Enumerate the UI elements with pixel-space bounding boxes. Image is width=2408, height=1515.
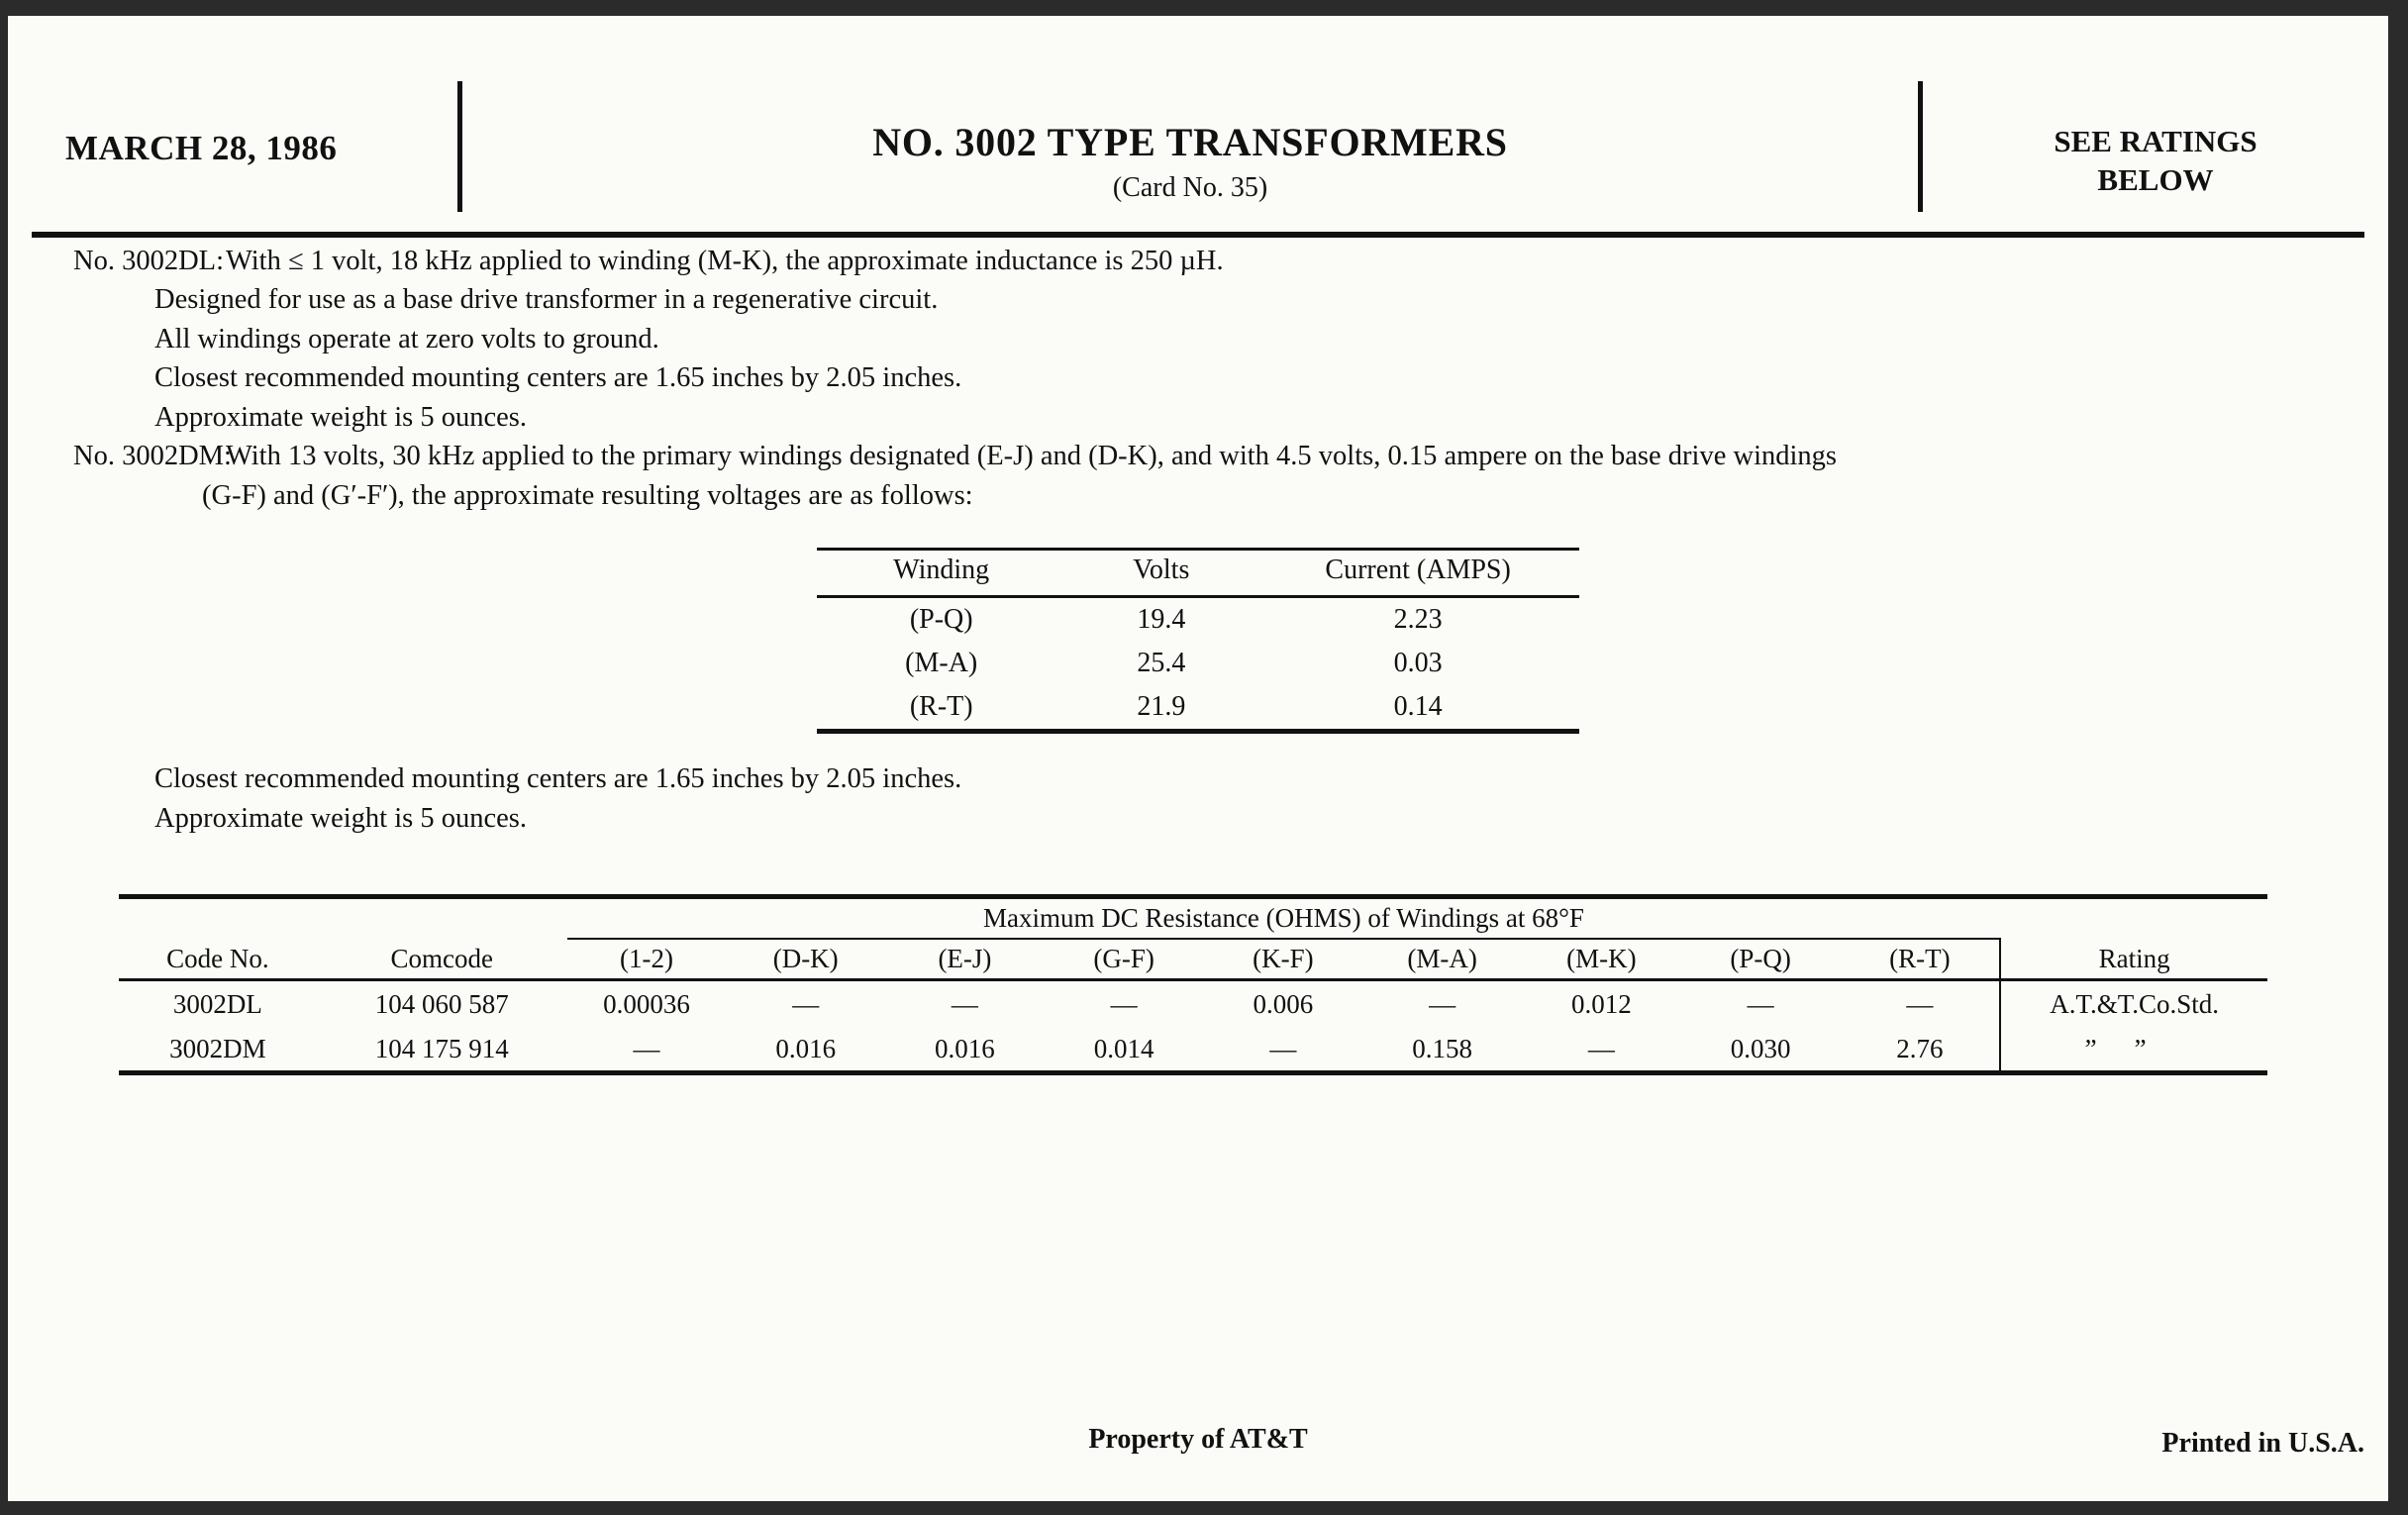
resistance-cell: 0.012: [1570, 989, 1632, 1020]
resistance-cell: —: [567, 1026, 727, 1073]
winding-table: [817, 548, 1579, 734]
table-row: [119, 980, 2267, 1027]
table-row: [817, 642, 1579, 685]
label-3002dl: No. 3002DL:: [73, 246, 224, 276]
paragraph-dl-line1: [32, 244, 2364, 279]
paragraph-dm-line2: (G-F) and (G′-F′), the approximate resulting voltages are as follows:: [202, 479, 973, 511]
resistance-cell: 0.006: [1253, 989, 1314, 1020]
table-row: [817, 685, 1579, 732]
header-bottom-rule: [32, 232, 2364, 238]
header-divider-right: [1918, 81, 1923, 212]
paragraph-after-table-line2: Approximate weight is 5 ounces.: [154, 802, 527, 834]
rating-cell: A.T.&T.Co.Std.: [2000, 980, 2267, 1027]
resistance-cell: 2.76: [1840, 1026, 2000, 1073]
max-dc-resistance-header: Maximum DC Resistance (OHMS) of Windings at 68°F: [567, 897, 2001, 940]
spacer-cell: [317, 897, 567, 940]
resistance-cell: 0.158: [1362, 1026, 1522, 1073]
card-content: [32, 34, 2364, 1491]
resistance-cell: 0.014: [1045, 1026, 1204, 1073]
comcode-header: Comcode: [317, 939, 567, 980]
page-title: NO. 3002 TYPE TRANSFORMERS: [872, 120, 1508, 164]
resistance-cell: 0.016: [726, 1026, 885, 1073]
winding-header-1-2: (1-2): [567, 939, 727, 980]
label-3002dm: No. 3002DM:: [73, 441, 232, 472]
winding-header-m-a: (M-A): [1362, 939, 1522, 980]
rating-header: Rating: [2000, 939, 2267, 980]
resistance-cell: —: [1429, 989, 1456, 1020]
resistance-cell: —: [1906, 989, 1934, 1020]
resistance-cell: —: [951, 989, 978, 1020]
winding-header-d-k: (D-K): [726, 939, 885, 980]
volts-col-header: Volts: [1065, 550, 1256, 597]
card-header: [32, 34, 2364, 203]
resistance-column-header-row: [119, 939, 2267, 980]
paragraph-dl-line5: Approximate weight is 5 ounces.: [154, 401, 527, 433]
paragraph-dm-line1: [32, 439, 2364, 474]
paragraph-dl-line3: All windings operate at zero volts to ground.: [154, 323, 659, 354]
winding-header-p-q: (P-Q): [1681, 939, 1841, 980]
card-sheet: [8, 16, 2388, 1501]
winding-header-r-t: (R-T): [1840, 939, 2000, 980]
winding-table-wrap: [32, 548, 2364, 734]
resistance-cell: —: [1747, 989, 1774, 1020]
volts-cell: 19.4: [1137, 604, 1186, 636]
see-ratings-note: [1928, 123, 2383, 200]
paragraph-dl-line2: Designed for use as a base drive transformer in a regenerative circuit.: [154, 284, 939, 316]
current-cell: 0.14: [1256, 685, 1579, 732]
winding-header-k-f: (K-F): [1204, 939, 1363, 980]
resistance-cell: —: [1522, 1026, 1681, 1073]
winding-header-g-f: (G-F): [1045, 939, 1204, 980]
card-body: [32, 244, 2364, 1075]
winding-col-header: Winding: [817, 550, 1065, 597]
see-ratings-line2: BELOW: [2097, 161, 2214, 197]
text-dm-line1: With 13 volts, 30 kHz applied to the primary windings designated (E-J) and (D-K), and with 4.5 volts, 0.15 ampere on the base drive windings: [226, 441, 1837, 472]
code-no-cell: 3002DL: [172, 989, 262, 1020]
header-divider-left: [457, 81, 462, 212]
current-cell: 2.23: [1393, 604, 1443, 636]
volts-cell: 25.4: [1137, 648, 1186, 679]
paragraph-after-table-line1: Closest recommended mounting centers are 1.65 inches by 2.05 inches.: [154, 763, 962, 795]
issue-date: MARCH 28, 1986: [65, 129, 338, 167]
spacer-cell: [119, 897, 317, 940]
paragraph-dl-line4: Closest recommended mounting centers are 1.65 inches by 2.05 inches.: [154, 362, 962, 394]
resistance-cell: —: [1110, 989, 1138, 1020]
winding-header-m-k: (M-K): [1522, 939, 1681, 980]
resistance-span-header-row: [119, 897, 2267, 940]
resistance-cell: —: [792, 989, 820, 1020]
code-no-header: Code No.: [119, 939, 317, 980]
spacer-cell: [2000, 897, 2267, 940]
comcode-cell: 104 175 914: [317, 1026, 567, 1073]
resistance-cell: 0.030: [1681, 1026, 1841, 1073]
winding-cell: (P-Q): [909, 604, 973, 636]
current-cell: 0.03: [1393, 648, 1443, 679]
current-col-header: Current (AMPS): [1256, 550, 1579, 597]
winding-header-e-j: (E-J): [885, 939, 1045, 980]
winding-cell: (M-A): [905, 648, 978, 679]
text-dl-line1: With ≤ 1 volt, 18 kHz applied to winding (M-K), the approximate inductance is 250 µH.: [226, 246, 1224, 276]
winding-cell: (R-T): [817, 685, 1065, 732]
see-ratings-line1: SEE RATINGS: [2054, 124, 2258, 158]
card-number: (Card No. 35): [1112, 172, 1268, 203]
comcode-cell: 104 060 587: [374, 989, 509, 1020]
footer-property-note: Property of AT&T: [1088, 1424, 1308, 1455]
resistance-cell: 0.016: [885, 1026, 1045, 1073]
resistance-table: [119, 894, 2267, 1075]
card-footer: [32, 1424, 2364, 1464]
table-row: [817, 597, 1579, 643]
code-no-cell: 3002DM: [119, 1026, 317, 1073]
resistance-cell: 0.00036: [603, 989, 690, 1020]
resistance-table-wrap: [32, 894, 2364, 1075]
rating-cell: ””: [2000, 1026, 2267, 1073]
volts-cell: 21.9: [1065, 685, 1256, 732]
resistance-cell: —: [1204, 1026, 1363, 1073]
table-row: [119, 1026, 2267, 1073]
footer-printed-note: Printed in U.S.A.: [2161, 1428, 2364, 1459]
